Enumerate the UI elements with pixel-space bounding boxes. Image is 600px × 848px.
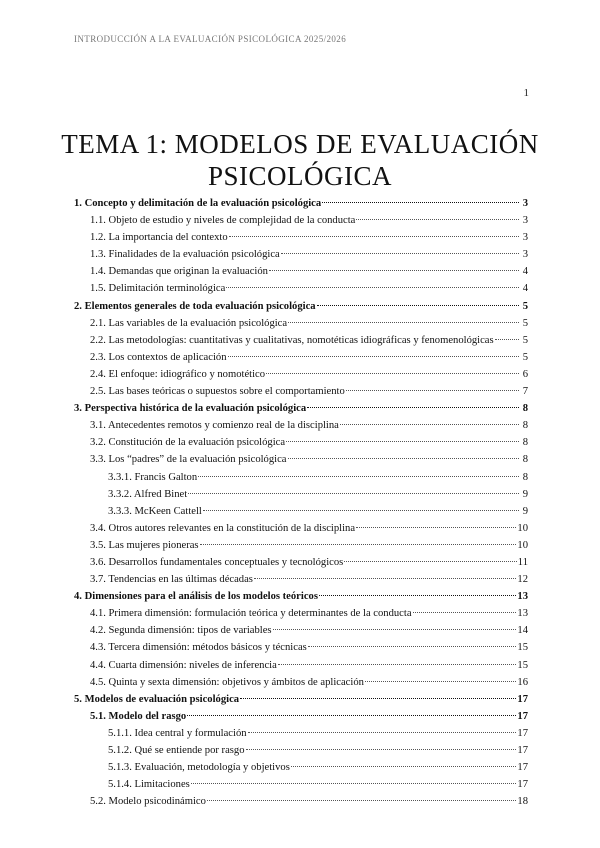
toc-entry-title: 3.5. Las mujeres pioneras — [90, 539, 199, 551]
toc-entry-title: 3.4. Otros autores relevantes en la constitución de la disciplina — [90, 522, 356, 534]
toc-entry-page: 3 — [522, 249, 528, 261]
toc-entry[interactable] — [74, 266, 528, 283]
toc-entry-page: 17 — [517, 727, 528, 739]
toc-entry[interactable] — [74, 591, 528, 608]
toc-entry-page: 17 — [517, 710, 528, 722]
toc-entry-page: 3 — [522, 198, 528, 209]
toc-entry-title: 5.1.4. Limitaciones — [108, 779, 190, 791]
toc-entry-title: 4.1. Primera dimensión: formulación teórica y determinantes de la conducta — [90, 608, 412, 620]
toc-entry[interactable] — [74, 420, 528, 437]
toc-dot-leader — [198, 476, 519, 477]
toc-dot-leader — [269, 270, 519, 271]
toc-entry-title: 4. Dimensiones para el análisis de los modelos teóricos — [74, 591, 318, 603]
toc-entry[interactable] — [74, 489, 528, 506]
toc-dot-leader — [317, 305, 519, 306]
toc-dot-leader — [228, 356, 519, 357]
toc-entry-page: 17 — [517, 762, 528, 774]
toc-entry-title: 1.5. Delimitación terminológica — [90, 283, 226, 295]
toc-entry[interactable] — [74, 318, 528, 335]
toc-entry-title: 5.1.1. Idea central y formulación — [108, 727, 247, 739]
toc-entry[interactable] — [74, 677, 528, 694]
toc-entry[interactable] — [74, 660, 528, 677]
toc-dot-leader — [226, 287, 519, 288]
toc-entry-page: 9 — [522, 488, 528, 500]
toc-entry-title: 1.4. Demandas que originan la evaluación — [90, 266, 268, 278]
toc-entry[interactable] — [74, 557, 528, 574]
toc-entry[interactable] — [74, 437, 528, 454]
toc-entry[interactable] — [74, 608, 528, 625]
toc-entry-title: 2.5. Las bases teóricas o supuestos sobre el comportamiento — [90, 386, 345, 398]
toc-dot-leader — [191, 783, 517, 784]
toc-entry-title: 2.3. Los contextos de aplicación — [90, 351, 227, 363]
toc-dot-leader — [254, 578, 516, 579]
toc-entry-page: 5 — [522, 351, 528, 363]
toc-entry-title: 3.7. Tendencias en las últimas décadas — [90, 574, 253, 586]
table-of-contents — [74, 198, 528, 813]
toc-entry-page: 13 — [517, 608, 528, 620]
toc-entry-title: 3. Perspectiva histórica de la evaluación psicológica — [74, 403, 307, 415]
toc-dot-leader — [281, 253, 519, 254]
toc-entry[interactable] — [74, 523, 528, 540]
toc-entry-title: 3.3.1. Francis Galton — [108, 471, 198, 483]
toc-entry-page: 18 — [517, 796, 528, 808]
toc-dot-leader — [246, 749, 517, 750]
toc-entry-page: 12 — [517, 574, 528, 586]
toc-dot-leader — [273, 629, 517, 630]
toc-entry[interactable] — [74, 283, 528, 300]
toc-entry-page: 3 — [522, 232, 528, 244]
toc-entry[interactable] — [74, 232, 528, 249]
toc-entry-title: 2. Elementos generales de toda evaluación psicológica — [74, 300, 316, 312]
toc-entry[interactable] — [74, 386, 528, 403]
toc-entry-page: 8 — [522, 420, 528, 432]
toc-entry-page: 11 — [517, 556, 528, 568]
toc-entry-title: 5.2. Modelo psicodinámico — [90, 796, 206, 808]
title-line-2: PSICOLÓGICA — [207, 161, 393, 192]
toc-entry-page: 8 — [522, 471, 528, 483]
toc-dot-leader — [187, 715, 516, 716]
toc-dot-leader — [291, 766, 517, 767]
toc-entry[interactable] — [74, 711, 528, 728]
toc-entry-page: 5 — [522, 317, 528, 329]
toc-entry[interactable] — [74, 762, 528, 779]
toc-entry[interactable] — [74, 796, 528, 813]
toc-dot-leader — [413, 612, 517, 613]
toc-entry[interactable] — [74, 352, 528, 369]
toc-entry-title: 1.2. La importancia del contexto — [90, 232, 228, 244]
toc-dot-leader — [495, 339, 519, 340]
toc-entry[interactable] — [74, 779, 528, 796]
toc-dot-leader — [365, 681, 516, 682]
toc-dot-leader — [356, 219, 519, 220]
toc-entry-page: 17 — [517, 779, 528, 791]
toc-entry-page: 17 — [517, 745, 528, 756]
toc-entry-page: 5 — [522, 300, 528, 312]
toc-entry-page: 3 — [522, 215, 528, 227]
toc-dot-leader — [319, 595, 516, 596]
toc-entry-title: 2.1. Las variables de la evaluación psicológica — [90, 317, 288, 329]
toc-entry[interactable] — [74, 728, 528, 745]
toc-entry-page: 17 — [517, 693, 528, 705]
toc-entry[interactable] — [74, 625, 528, 642]
toc-entry-page: 16 — [517, 676, 528, 688]
toc-dot-leader — [286, 441, 519, 442]
toc-entry[interactable] — [74, 745, 528, 762]
toc-entry-page: 4 — [522, 266, 528, 278]
toc-entry-page: 13 — [517, 591, 528, 603]
toc-entry[interactable] — [74, 642, 528, 659]
toc-entry-title: 5.1.3. Evaluación, metodología y objetivos — [108, 762, 290, 774]
toc-entry-page: 10 — [517, 522, 528, 534]
toc-dot-leader — [229, 236, 519, 237]
toc-entry[interactable] — [74, 574, 528, 591]
toc-entry-page: 14 — [517, 625, 528, 637]
toc-entry-title: 5.1.2. Qué se entiende por rasgo — [108, 745, 245, 756]
toc-dot-leader — [340, 424, 519, 425]
toc-entry-page: 10 — [517, 539, 528, 551]
toc-entry-title: 3.2. Constitución de la evaluación psicológica — [90, 437, 286, 449]
page-number: 1 — [523, 87, 529, 99]
toc-dot-leader — [288, 322, 519, 323]
toc-entry-title: 3.3.2. Alfred Binet — [108, 488, 188, 500]
toc-entry-page: 6 — [522, 368, 528, 380]
toc-entry[interactable] — [74, 249, 528, 266]
toc-entry-title: 3.6. Desarrollos fundamentales conceptuales y tecnológicos — [90, 556, 344, 568]
toc-entry-page: 8 — [522, 437, 528, 449]
toc-entry[interactable] — [74, 198, 528, 215]
toc-entry-title: 3.3.3. McKeen Cattell — [108, 505, 202, 517]
toc-dot-leader — [322, 202, 519, 203]
toc-dot-leader — [203, 510, 519, 511]
toc-entry[interactable] — [74, 335, 528, 352]
toc-entry-page: 15 — [517, 642, 528, 654]
toc-entry[interactable] — [74, 540, 528, 557]
title-line-1: TEMA 1: MODELOS DE EVALUACIÓN — [61, 129, 539, 160]
toc-entry-title: 5.1. Modelo del rasgo — [90, 710, 187, 722]
toc-entry[interactable] — [74, 454, 528, 471]
toc-dot-leader — [346, 390, 519, 391]
toc-dot-leader — [278, 664, 517, 665]
toc-entry-page: 9 — [522, 505, 528, 517]
toc-entry-title: 5. Modelos de evaluación psicológica — [74, 693, 240, 705]
running-header: INTRODUCCIÓN A LA EVALUACIÓN PSICOLÓGICA 2025/2026 — [74, 34, 347, 44]
toc-entry-title: 3.1. Antecedentes remotos y comienzo real de la disciplina — [90, 420, 339, 432]
toc-entry-page: 7 — [522, 386, 528, 398]
toc-entry-title: 4.5. Quinta y sexta dimensión: objetivos y ámbitos de aplicación — [90, 676, 364, 688]
toc-entry-title: 2.4. El enfoque: idiográfico y nomotético — [90, 368, 266, 380]
toc-entry-page: 8 — [522, 454, 528, 466]
toc-dot-leader — [307, 407, 519, 408]
toc-dot-leader — [200, 544, 517, 545]
document-title — [60, 128, 540, 192]
toc-dot-leader — [207, 800, 516, 801]
toc-entry[interactable] — [74, 694, 528, 711]
toc-dot-leader — [240, 698, 516, 699]
toc-dot-leader — [356, 527, 516, 528]
toc-entry-title: 4.4. Cuarta dimensión: niveles de inferencia — [90, 659, 277, 671]
toc-entry-title: 2.2. Las metodologías: cuantitativas y cualitativas, nomotéticas idiográficas y fenomenológicas — [90, 334, 494, 346]
toc-entry-title: 1.3. Finalidades de la evaluación psicológica — [90, 249, 280, 261]
toc-entry-page: 4 — [522, 283, 528, 295]
toc-entry-page: 5 — [522, 334, 528, 346]
toc-entry-title: 3.3. Los “padres” de la evaluación psicológica — [90, 454, 287, 466]
toc-entry[interactable] — [74, 215, 528, 232]
toc-dot-leader — [248, 732, 517, 733]
toc-entry-page: 8 — [522, 403, 528, 415]
toc-entry-title: 1.1. Objeto de estudio y niveles de complejidad de la conducta — [90, 215, 356, 227]
toc-dot-leader — [308, 646, 517, 647]
toc-entry[interactable] — [74, 301, 528, 318]
toc-dot-leader — [344, 561, 517, 562]
toc-entry[interactable] — [74, 472, 528, 489]
toc-entry-title: 4.3. Tercera dimensión: métodos básicos y técnicas — [90, 642, 307, 654]
toc-entry[interactable] — [74, 403, 528, 420]
toc-entry[interactable] — [74, 506, 528, 523]
toc-dot-leader — [188, 493, 519, 494]
toc-entry-page: 15 — [517, 659, 528, 671]
toc-dot-leader — [288, 458, 520, 459]
toc-entry-title: 1. Concepto y delimitación de la evaluación psicológica — [74, 198, 322, 209]
toc-entry-title: 4.2. Segunda dimensión: tipos de variables — [90, 625, 272, 637]
toc-entry[interactable] — [74, 369, 528, 386]
toc-dot-leader — [266, 373, 519, 374]
